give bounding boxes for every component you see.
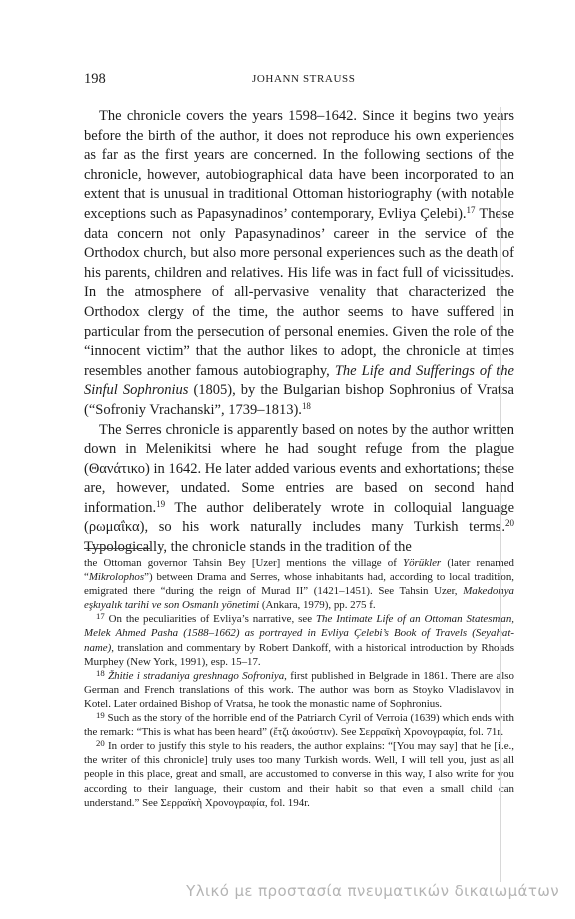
main-text xyxy=(84,107,514,558)
paragraph-chronicle-years: The chronicle covers the years 1598–1642. Since it begins two years before the birth of the author, it does not reproduce his own experiences as far as the first years are concerned. In the following sections of the chronicle, however, autobiographical data have been incorporated to an extent that is unusual in traditional Ottoman historiography (with notable exceptions such as Papasynadinos’ contemporary, Evliya Çelebi).$^{17}$ These data concern not only Papasynadinos’ career in the service of the Orthodox church, but also more personal experiences such as the death of his parents, children and relatives. His life was in fact full of vicissitudes. In the atmosphere of all-pervasive venality that characterized the Orthodox clergy of the time, the author seems to have suffered in particular from the persecution of personal enemies. Given the role of the “innocent victim” that the author likes to adopt, the chronicle at times resembles another famous autobiography, The Life and Sufferings of the Sinful Sophronius (1805), by the Bulgarian bishop Sophronius of Vratsa (“Sofroniy Vrachanski”, 1739–1813).$^{18}$ xyxy=(84,108,514,418)
footnote-20: $^{20}$ In order to justify this style to his readers, the author explains: “[You may say] that he [i.e., the writer of this chronicle] truly uses too many Turkish words. Well, I will tell you, just as all people in this place, great and small, are accustomed to converse in this way, I also write for you according to their language, their custom and their habit so that even a small child can understand.” See Σερραϊκὴ Χρονογραφία, fol. 194r. xyxy=(84,738,514,809)
book-title: The Life and Sufferings of the Sinful Sophronius xyxy=(84,362,514,399)
footnote-ref-19: 19 xyxy=(156,498,166,509)
footnote-continued: the Ottoman governor Tahsin Bey [Uzer] mentions the village of Yörükler (later renamed “Mikrolophos”) between Drama and Serres, whose inhabitants had, according to local tradition, emigrated there “during the reign of Murad II” (1421–1451). See Tahsin Uzer, Makedonya eşkıyalık tarihi ve son Osmanlı yönetimi (Ankara, 1979), pp. 275 f. xyxy=(84,557,514,612)
footnote-divider xyxy=(84,548,150,549)
footnote-ref-18: 18 xyxy=(301,400,311,411)
scan-artifact-line xyxy=(500,107,501,882)
footnote-19: $^{19}$ Such as the story of the horrible end of the Patriarch Cyril of Verroia (1639) which ends with the remark: “This is what has been heard” (ἔτζι ἀκούστιν). See Σερραϊκὴ Χρονογραφία, fol. 71r. xyxy=(84,709,514,739)
footnote-18: $^{18}$ Žhitie i stradaniya greshnago Sofroniya, first published in Belgrade in 1861. There are also German and French translations of this work. The author was born as Stoyko Vladislavov in Kotel. Later ordained Bishop of Vratsa, he took the monastic name of Sophronius. xyxy=(84,667,514,710)
footnote-17: $^{17}$ On the peculiarities of Evliya’s narrative, see The Intimate Life of an Ottoman Statesman, Melek Ahmed Pasha (1588–1662) as portrayed in Evliya Çelebi’s Book of Travels (Seyahat-name), translation and commentary by Robert Dankoff, with a historical introduction by Rhoads Murphey (New York, 1991), esp. 15–17. xyxy=(84,611,514,668)
footnote-ref-17: 17 xyxy=(466,205,476,216)
page-header xyxy=(84,71,514,87)
copyright-watermark: Υλικό με προστασία πνευματικών δικαιωμάτων xyxy=(186,882,559,900)
page-number: 198 xyxy=(84,71,106,87)
paragraph-serres-chronicle: The Serres chronicle is apparently based on notes by the author written down in Melenikitsi where he had sought refuge from the plague (Θανάτικο) in 1642. He later added various events and exhortations; these are, however, undated. Some entries are based on second hand information.$^{19}$ The author deliberately wrote in colloquial language (ρωμαΐκα), so his work naturally includes many Turkish terms.$^{20}$ Typologically, the chronicle stands in the tradition of the xyxy=(84,421,514,556)
footnote-ref-20: 20 xyxy=(505,518,514,529)
footnotes xyxy=(84,556,514,810)
running-head: JOHANN STRAUSS xyxy=(252,73,356,85)
